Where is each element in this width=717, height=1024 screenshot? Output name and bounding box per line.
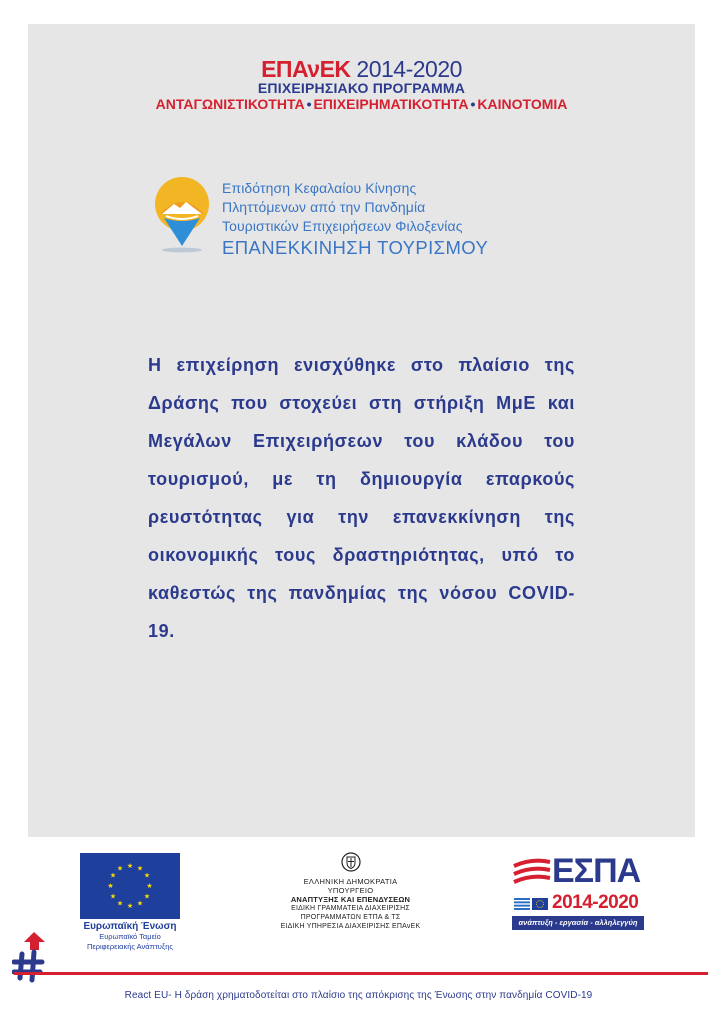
program-subtitle: ΕΠΙΧΕΙΡΗΣΙΑΚΟ ΠΡΟΓΡΑΜΜΑ: [257, 80, 466, 96]
tourism-line: Επιδότηση Κεφαλαίου Κίνησης: [222, 180, 417, 196]
eu-name: Ευρωπαϊκή Ένωση: [83, 921, 177, 932]
tourism-action-block: [222, 179, 488, 260]
svg-text:★: ★: [109, 892, 117, 901]
svg-text:★: ★: [143, 871, 151, 880]
pillar-innovation: ΚΑΙΝΟΤΟΜΙΑ: [477, 96, 568, 112]
svg-text:★: ★: [143, 892, 151, 901]
support-statement: Η επιχείρηση ενισχύθηκε στο πλαίσιο της Δράσης που στοχεύει στη στήριξη ΜμΕ και Μεγάλων Επιχειρήσεων του κλάδου του τουρισμού, με τη δημιουργία επαρκούς ρευστότητας για την επανεκκίνηση της οικονομικής τους δραστηριότητας, υπό το καθεστώς της πανδημίας της νόσου COVID-19.: [148, 355, 575, 641]
svg-text:★: ★: [107, 882, 114, 890]
footer-note: React EU- Η δράση χρηματοδοτείται στο πλαίσιο της απόκρισης της Ένωσης στην πανδημία COVID-19: [124, 990, 593, 1001]
svg-text:★: ★: [116, 899, 124, 908]
program-years: 2014-2020: [356, 56, 462, 82]
tourism-title: ΕΠΑΝΕΚΚΙΝΗΣΗ ΤΟΥΡΙΣΜΟΥ: [222, 237, 489, 258]
pillar-competitiveness: ΑΝΤΑΓΩΝΙΣΤΙΚΟΤΗΤΑ: [155, 96, 305, 112]
espa-tagline: ανάπτυξη - εργασία - αλληλεγγύη: [512, 916, 644, 930]
greek-emblem-icon: [341, 852, 361, 872]
ministry-line: ΕΛΛΗΝΙΚΗ ΔΗΜΟΚΡΑΤΙΑ: [303, 877, 398, 886]
espa-years: 2014-2020: [552, 892, 639, 913]
ministry-block: [268, 852, 433, 931]
ministry-line: ΕΙΔΙΚΗ ΥΠΗΡΕΣΙΑ ΔΙΑΧΕΙΡΙΣΗΣ ΕΠΑνΕΚ: [280, 923, 421, 930]
espa-flag-icon: [514, 898, 548, 910]
eu-fund-line: Ευρωπαϊκό Ταμείο: [99, 932, 161, 941]
eu-flag-icon: [80, 853, 180, 919]
pillar-entrepreneurship: ΕΠΙΧΕΙΡΗΜΑΤΙΚΟΤΗΤΑ: [313, 96, 469, 112]
ministry-line: ΠΡΟΓΡΑΜΜΑΤΩΝ ΕΤΠΑ & ΤΣ: [300, 914, 401, 921]
ministry-line: ΥΠΟΥΡΓΕΙΟ: [327, 886, 374, 895]
svg-text:★: ★: [146, 882, 153, 890]
svg-text:★: ★: [126, 862, 134, 870]
pillar-separator: •: [470, 96, 476, 112]
svg-text:★: ★: [136, 899, 144, 908]
footer-divider: [14, 972, 708, 975]
react-eu-hashtag-icon: [12, 928, 58, 984]
ministry-line: ΕΙΔΙΚΗ ΓΡΑΜΜΑΤΕΙΑ ΔΙΑΧΕΙΡΙΣΗΣ: [291, 905, 410, 912]
eu-logo-block: [80, 853, 180, 952]
pillar-separator: •: [306, 96, 312, 112]
program-pillars: [28, 96, 695, 112]
espa-swoosh-icon: [512, 856, 552, 890]
ministry-line: ΑΝΑΠΤΥΞΗΣ ΚΑΙ ΕΠΕΝΔΥΣΕΩΝ: [290, 895, 411, 904]
tourism-line: Πληττόμενων από την Πανδημία: [222, 199, 426, 215]
espa-title: ΕΣΠΑ: [552, 852, 641, 890]
svg-text:★: ★: [136, 864, 144, 873]
tourism-sun-pin-icon: [154, 176, 212, 256]
svg-text:★: ★: [109, 871, 117, 880]
tourism-line: Τουριστικών Επιχειρήσεων Φιλοξενίας: [222, 218, 463, 234]
svg-text:★: ★: [126, 902, 134, 910]
program-name: ΕΠΑνΕΚ: [261, 56, 351, 82]
poster-panel: [28, 24, 695, 837]
program-title: [28, 56, 695, 83]
eu-fund-line: Περιφερειακής Ανάπτυξης: [86, 942, 174, 951]
svg-text:★: ★: [116, 864, 124, 873]
